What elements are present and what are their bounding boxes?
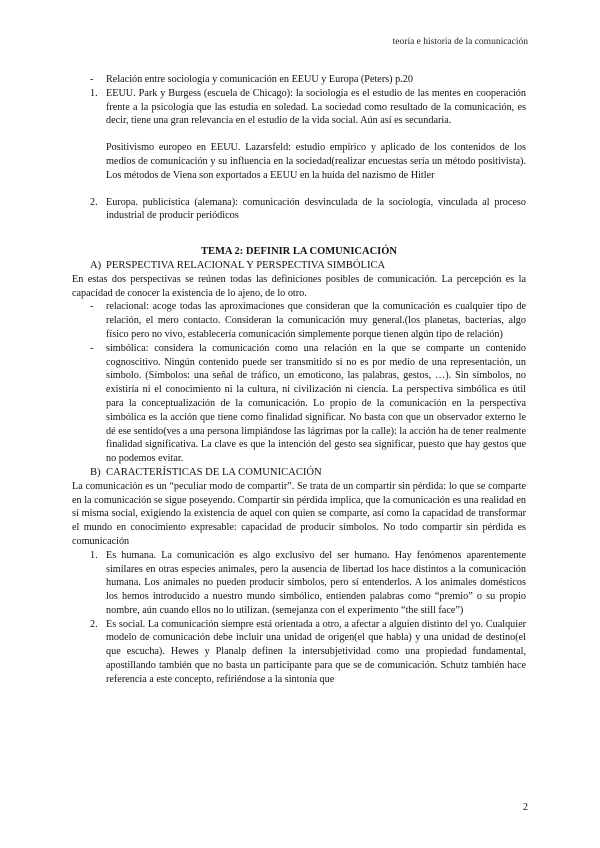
intro-item-europa xyxy=(72,196,526,224)
list-item-text: simbólica: considera la comunicación como una relación en la que se comparte un contenido cognoscitivo. Ningún contenido puede ser transmitido si no es por medio de una representación, un símbolo. (Símbolos: una señal de tráfico, un emoticono, las palabras, gestos, …). Sin símbolos, no existiría ni el conocimiento ni la cultura, ni civilización ni ciencia. La perspectiva simbólica es útil para la conceptualización de la comunicación. Lo propio de la comunicación en la perspectiva simbólica es la acción que tiene como finalidad significar. No basta con que un observador externo le dé ese sentido(ves a una persona limpiándose las lágrimas por la calle): la acción ha de tener realmente finalidad significativa. La clave es que la intención del gesto sea significar, puesto que hay gestos que no podemos evitar. xyxy=(106,342,526,465)
section-b-heading xyxy=(72,466,526,480)
section-b-item-social xyxy=(72,618,526,687)
number-marker: 2. xyxy=(90,618,98,630)
list-item-text: EEUU. Park y Burgess (escuela de Chicago): la sociología es el estudio de las mentes en cooperación frente a la psicología que las estudia en soledad. La sociedad como resultado de la comunicación, es decir, tiene una gran relevancia en el estudio de la vida social. Aún así es secundaria. xyxy=(106,87,526,127)
bullet-marker: - xyxy=(90,301,94,313)
number-marker: 1. xyxy=(90,87,98,99)
intro-paragraph-positivismo xyxy=(106,141,526,182)
list-item-text: Relación entre sociología y comunicación en EEUU y Europa (Peters) p.20 xyxy=(106,74,413,85)
section-b-paragraph: La comunicación es un “peculiar modo de compartir”. Se trata de un compartir sin pérdida: lo que se comparte en la comunicación se sigue poseyendo. Compartir sin pérdida implica, que la comunicación es una realidad en sí misma social, exigiendo la existencia de aquel con quien se comparte, así como la capacidad de transformar el mundo en conocimiento expresable: capacidad de producir símbolos. No todo compartir sin pérdida es comunicación xyxy=(72,480,526,547)
bullet-marker: - xyxy=(90,342,94,354)
section-a-heading xyxy=(72,259,526,273)
intro-item-relation xyxy=(72,73,526,87)
chapter-title: TEMA 2: DEFINIR LA COMUNICACIÓN xyxy=(200,246,397,258)
section-heading-text: CARACTERÍSTICAS DE LA COMUNICACIÓN xyxy=(106,466,322,478)
section-marker: B) xyxy=(90,466,101,478)
section-b-item-humana xyxy=(72,549,526,618)
intro-item-eeuu xyxy=(72,87,526,128)
section-a-item-relacional xyxy=(72,300,526,341)
list-item-text: Es humana. La comunicación es algo exclusivo del ser humano. Hay fenómenos aparentemente similares en otras especies animales, pero la ausencia de libertad los hace distintos a la comunicación humana. Los animales no pueden producir símbolos, pero sí entenderlos. A los animales domésticos los hemos introducido a nuestro mundo simbólico, entienden palabras como “premio” o su propio nombre, aún cuando ellos no lo utilizan. (semejanza con el experimento “the still face”) xyxy=(106,549,526,616)
bullet-marker: - xyxy=(90,74,94,85)
section-a-item-simbolica xyxy=(72,342,526,466)
number-marker: 1. xyxy=(90,549,98,561)
list-item-text: Es social. La comunicación siempre está orientada a otro, a afectar a alguien distinto del yo. Cualquier modelo de comunicación debe incluir una unidad de origen(el que habla) y una unidad de destino(el que escucha). Hewes y Planalp definen la intersubjetividad como una propiedad fundamental, apostillando también que no basta un participante para que se de comunicación. Schutz también hace referencia a este concepto, refiriéndose a la sintonía que xyxy=(106,618,526,685)
page-header: teoría e historia de la comunicación xyxy=(392,37,528,47)
paragraph-text: Positivismo europeo en EEUU. Lazarsfeld: estudio empírico y aplicado de los contenidos de los medios de comunicación y su influencia en la sociedad(realizar encuestas sería un método positivista). Los métodos de Viena son exportados a EEUU en la huida del nazismo de Hitler xyxy=(106,142,526,181)
section-heading-text: PERSPECTIVA RELACIONAL Y PERSPECTIVA SIMBÓLICA xyxy=(106,259,386,271)
list-item-text: relacional: acoge todas las aproximaciones que consideran que la comunicación es cualquier tipo de relación, el mero contacto. Consideran la comunicación muy general.(los planetas, bacterias, algo físico pero no vivo, establecería comunicación simplemente porque tienen algún tipo de relación) xyxy=(106,301,526,340)
section-a-paragraph: En estas dos perspectivas se reúnen todas las definiciones posibles de comunicación. La percepción es la capacidad de conocer la existencia de lo ajeno, de lo otro. xyxy=(72,273,526,299)
page-content xyxy=(72,73,526,687)
page-number: 2 xyxy=(523,802,528,813)
number-marker: 2. xyxy=(90,196,98,208)
section-marker: A) xyxy=(90,259,102,271)
list-item-text: Europa. publicística (alemana): comunicación desvinculada de la sociología, vinculada al proceso industrial de producir periódicos xyxy=(106,196,526,222)
